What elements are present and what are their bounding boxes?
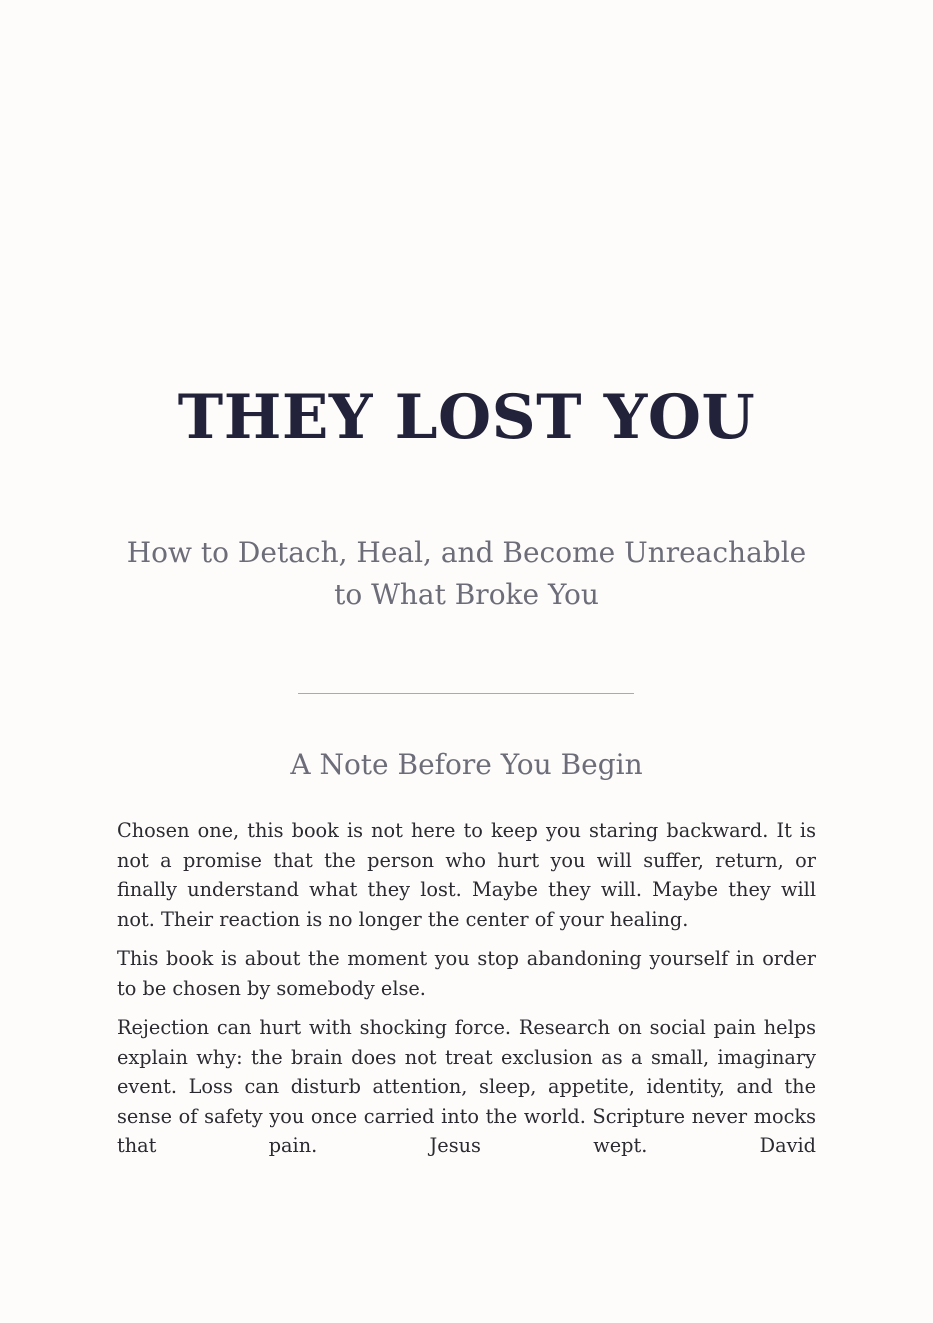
book-title: THEY LOST YOU [177,382,756,453]
title-divider [298,693,634,694]
paragraph: Chosen one, this book is not here to keep you staring backward. It is not a promise that the person who hurt you will suffer, return, or finally understand what they lost. Maybe they will. Maybe they will not. Their reaction is no longer the center of your healing. [117,819,816,931]
paragraph: This book is about the moment you stop abandoning yourself in order to be chosen by somebody else. [117,947,816,1000]
note-body [117,816,816,1194]
section-heading: A Note Before You Begin [290,748,643,781]
book-subtitle: How to Detach, Heal, and Become Unreachable to What Broke You [126,536,807,611]
paragraph: Rejection can hurt with shocking force. Research on social pain helps explain why: the brain does not treat exclusion as a small, imaginary event. Loss can disturb attention, sleep, appetite, identity, and the sense of safety you once carried into the world. Scripture never mocks that pain. Jesus wept. David [117,1016,816,1157]
